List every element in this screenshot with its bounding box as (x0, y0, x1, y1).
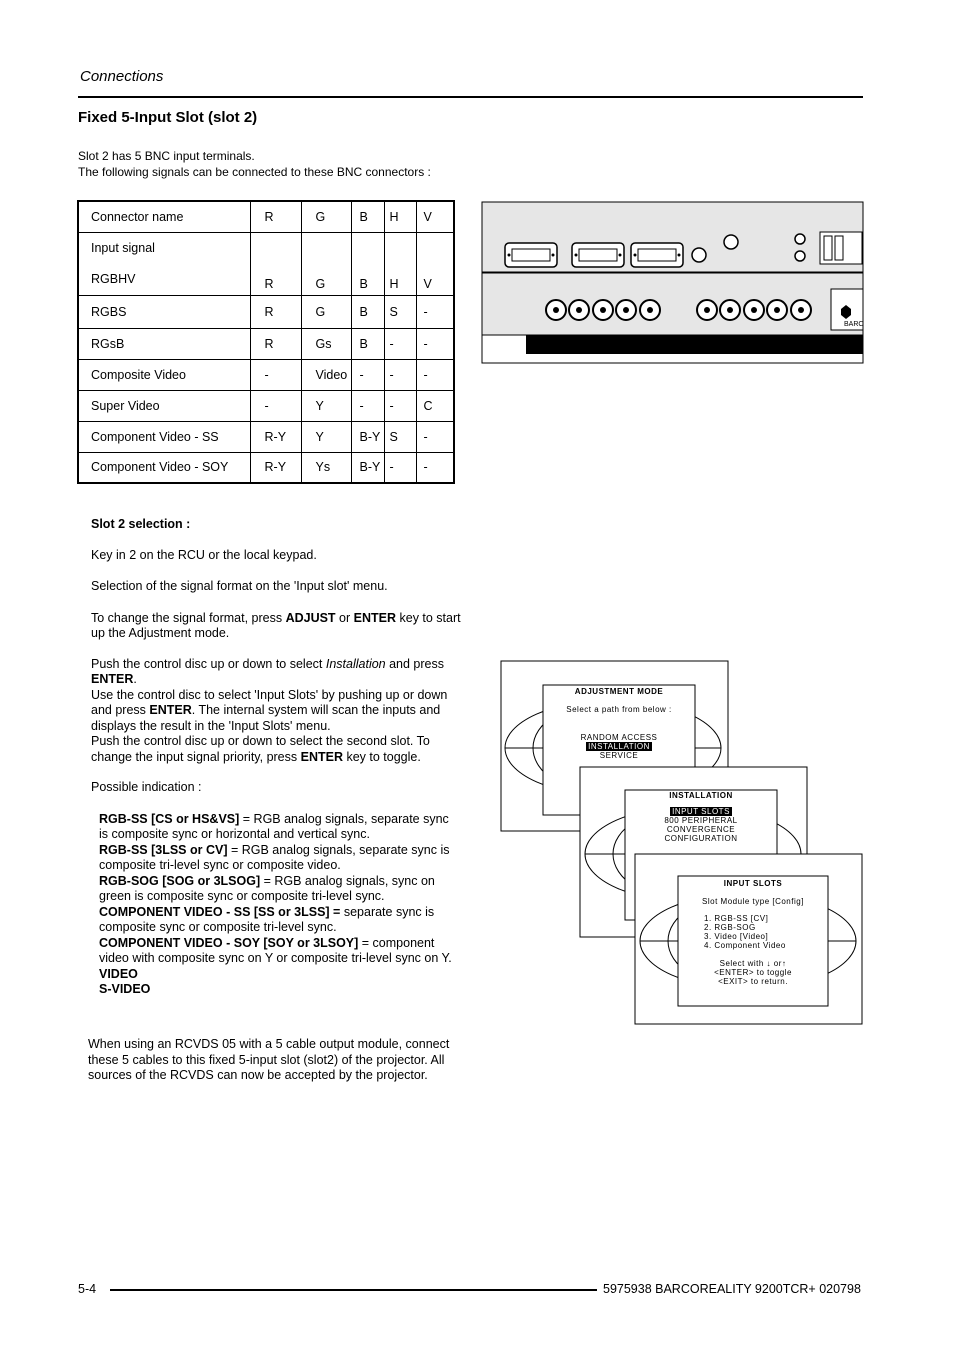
menu-item[interactable]: RANDOM ACCESS (580, 733, 658, 742)
menu-title: ADJUSTMENT MODE (574, 687, 664, 696)
table-cell: Ys (301, 452, 351, 483)
table-cell: R (250, 201, 301, 232)
table-row (78, 232, 454, 295)
menu-title: INPUT SLOTS (723, 879, 783, 888)
table-cell: Super Video (78, 390, 250, 421)
list-item: COMPONENT VIDEO - SS [SS or 3LSS] = separate sync is composite sync or composite tri-level sync. (99, 904, 435, 934)
menu-item-selected[interactable]: INPUT SLOTS (672, 807, 730, 816)
installation-menu (626, 791, 776, 843)
signal-table (77, 200, 455, 484)
menu-item[interactable]: CONVERGENCE (666, 825, 736, 834)
paragraph: Key in 2 on the RCU or the local keypad. (91, 547, 317, 562)
table-cell: - (351, 359, 384, 390)
menu-item[interactable]: 2. RGB-SOG (704, 923, 756, 932)
table-row (78, 201, 454, 232)
table-cell: B (351, 232, 384, 295)
paragraph: Possible indication : (91, 780, 202, 794)
list-item: RGB-SS [CS or HS&VS] = RGB analog signals, separate sync is composite sync or horizontal and vertical sync. (99, 811, 449, 841)
table-cell: G (301, 201, 351, 232)
list-item: VIDEO (99, 966, 138, 981)
table-cell: B-Y (351, 452, 384, 483)
table-cell: S (384, 295, 416, 328)
table-row (78, 295, 454, 328)
menu-title: INSTALLATION (669, 791, 733, 800)
table-row (78, 359, 454, 390)
bnc-connector-icon (546, 300, 660, 320)
list-item: COMPONENT VIDEO - SOY [SOY or 3LSOY] = component video with composite sync on Y or composite tri-level sync on Y. (99, 935, 452, 965)
table-cell: - (416, 359, 454, 390)
footer-rule (110, 1289, 597, 1291)
selection-title: Slot 2 selection : (91, 517, 191, 531)
closing-paragraph: When using an RCVDS 05 with a 5 cable output module, connect these 5 cables to this fixed 5-input slot (slot2) of the projector. All sources of the RCVDS can now be accepted by the projector. (88, 1037, 450, 1082)
table-cell: - (384, 328, 416, 359)
menu-item[interactable]: CONFIGURATION (664, 834, 738, 843)
list-item: RGB-SS [3LSS or CV] = RGB analog signals, separate sync is composite tri-level sync or composite video. (99, 842, 450, 872)
menu-help: <EXIT> to return. (718, 977, 788, 986)
table-row (78, 328, 454, 359)
table-cell: R-Y (250, 452, 301, 483)
menu-item[interactable]: 1. RGB-SS [CV] (704, 914, 769, 923)
page-heading: Fixed 5-Input Slot (slot 2) (78, 109, 258, 126)
table-cell: - (351, 390, 384, 421)
indication-list (91, 812, 461, 998)
table-cell: V (416, 201, 454, 232)
table-cell: Composite Video (78, 359, 250, 390)
menu-item[interactable]: 3. Video [Video] (704, 932, 769, 941)
table-row (78, 421, 454, 452)
list-item: RGB-SOG [SOG or 3LSOG] = RGB analog signals, sync on green is composite sync or composite tri-level sync. (99, 873, 435, 903)
table-cell: - (250, 390, 301, 421)
table-cell: G (301, 232, 351, 295)
table-cell: B-Y (351, 421, 384, 452)
table-cell: RGsB (78, 328, 250, 359)
document-id: 5975938 BARCOREALITY 9200TCR+ 020798 (603, 1282, 861, 1296)
table-cell: - (384, 452, 416, 483)
menu-help: <ENTER> to toggle (714, 968, 792, 977)
table-cell: Component Video - SOY (78, 452, 250, 483)
table-row (78, 390, 454, 421)
paragraph: Use the control disc to select 'Input Slots' by pushing up or down and press ENTER. The internal system will scan the inputs and displays the result in the 'Input Slots' menu. (91, 687, 448, 733)
table-cell: R (250, 295, 301, 328)
table-cell: Y (301, 421, 351, 452)
paragraph: Selection of the signal format on the 'Input slot' menu. (91, 579, 388, 593)
table-cell: S (384, 421, 416, 452)
table-cell: C (416, 390, 454, 421)
table-cell: B (351, 201, 384, 232)
intro-line-2: The following signals can be connected to these BNC connectors : (78, 164, 431, 179)
led-icon (795, 234, 805, 244)
table-cell: R (250, 232, 301, 295)
table-cell: Video (301, 359, 351, 390)
table-cell: - (384, 359, 416, 390)
section-title: Connections (80, 68, 164, 85)
table-cell: B (351, 328, 384, 359)
arrow-up-icon: ↑ (781, 959, 787, 968)
table-cell: Y (301, 390, 351, 421)
table-cell: Component Video - SS (78, 421, 250, 452)
bnc-connector-icon (697, 300, 811, 320)
table-cell: - (416, 421, 454, 452)
display-window (820, 232, 862, 264)
d-sub-connector-icon (572, 243, 624, 267)
table-cell: H (384, 232, 416, 295)
table-cell: H (384, 201, 416, 232)
menu-item[interactable]: SERVICE (599, 751, 639, 760)
table-cell: RGBS (78, 295, 250, 328)
table-cell: B (351, 295, 384, 328)
intro-text (78, 149, 431, 180)
table-cell: R-Y (250, 421, 301, 452)
body-text (91, 517, 461, 998)
table-cell: - (416, 295, 454, 328)
adjustment-menu (544, 687, 694, 760)
logo-text: BARC (844, 321, 864, 328)
menu-item[interactable]: 4. Component Video (704, 941, 786, 950)
menu-item[interactable]: 800 PERIPHERAL (664, 816, 738, 825)
paragraph: Push the control disc up or down to select the second slot. To change the input signal priority, press ENTER key to toggle. (91, 734, 430, 764)
table-row (78, 452, 454, 483)
d-sub-connector-icon (505, 243, 557, 267)
jack-icon (724, 235, 738, 249)
table-cell: - (416, 452, 454, 483)
jack-icon (692, 248, 706, 262)
table-cell: - (250, 359, 301, 390)
paragraph: Push the control disc up or down to select Installation and press ENTER. (91, 656, 444, 686)
table-cell: G (301, 295, 351, 328)
menu-subtitle: Slot Module type [Config] (702, 897, 804, 906)
table-cell: R (250, 328, 301, 359)
menu-subtitle: Select a path from below : (566, 705, 672, 714)
intro-line-1: Slot 2 has 5 BNC input terminals. (78, 149, 255, 163)
table-cell: Connector name (78, 201, 250, 232)
menu-help: Select with ↓ or↑ (719, 959, 787, 968)
header-rule (78, 96, 863, 98)
page-number: 5-4 (78, 1282, 97, 1296)
table-cell: - (416, 328, 454, 359)
table-cell: V (416, 232, 454, 295)
table-cell: - (384, 390, 416, 421)
table-cell: Gs (301, 328, 351, 359)
d-sub-connector-icon (631, 243, 683, 267)
arrow-down-icon: ↓ (766, 959, 772, 968)
table-cell: Input signal RGBHV (78, 232, 250, 295)
connector-panel-illustration (481, 201, 865, 365)
menu-item-selected[interactable]: INSTALLATION (588, 742, 650, 751)
list-item: S-VIDEO (99, 982, 151, 996)
input-slots-menu (679, 879, 827, 986)
led-icon (795, 251, 805, 261)
paragraph: To change the signal format, press ADJUST or ENTER key to start up the Adjustment mode. (91, 610, 461, 640)
